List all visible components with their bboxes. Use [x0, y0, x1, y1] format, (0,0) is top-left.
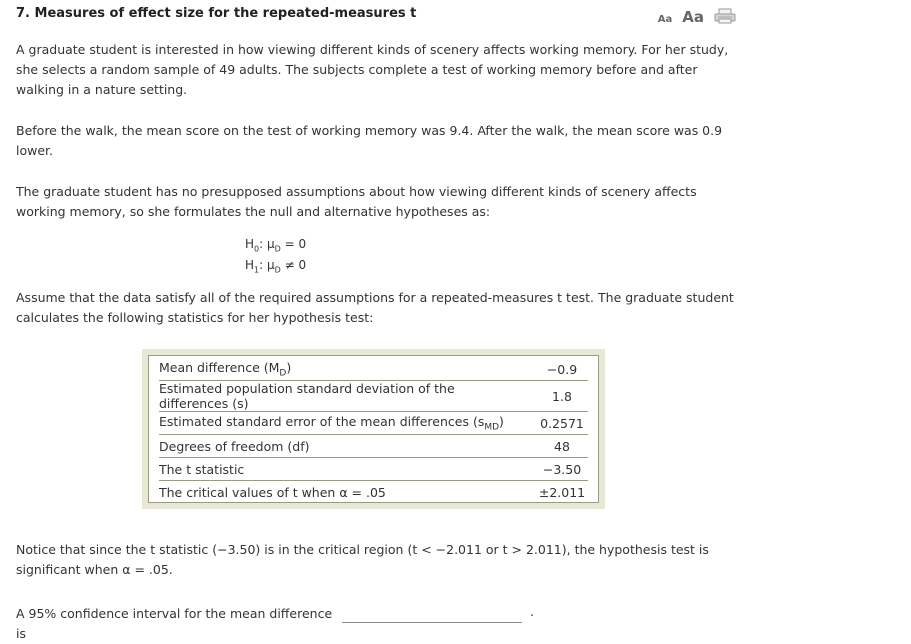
confidence-interval-prompt: A 95% confidence interval for the mean difference is [16, 606, 333, 641]
null-hypothesis: $H_0$: $\mu_D = 0$ [245, 237, 307, 254]
question-header [16, 6, 736, 26]
table-row [159, 435, 588, 458]
answer-period: . [530, 604, 534, 619]
row-label: Estimated standard error of the mean differences $(s_{MD})$ [159, 412, 526, 435]
row-value: −3.50 [526, 458, 588, 481]
statistics-table-frame [142, 349, 605, 509]
font-larger-button[interactable]: Aa [682, 8, 704, 26]
font-size-controls [658, 6, 736, 26]
assumptions-paragraph: Assume that the data satisfy all of the required assumptions for a repeated-measures t test. The graduate student calculates the following statistics for her hypothesis test: [16, 290, 734, 325]
font-smaller-button[interactable]: Aa [657, 14, 673, 25]
row-value: 48 [526, 435, 588, 458]
row-label: Mean difference $(M_D)$ [159, 358, 526, 381]
statistics-table [159, 358, 588, 503]
table-row [159, 481, 588, 504]
row-value: 0.2571 [526, 412, 588, 435]
alternative-hypothesis: $H_1$: $\mu_D \ne 0$ [245, 258, 307, 275]
question-title: 7. Measures of effect size for the repeated-measures t [16, 6, 417, 21]
table-row [159, 358, 588, 381]
confidence-interval-answer-blank[interactable] [342, 622, 522, 623]
table-row [159, 458, 588, 481]
row-label: Estimated population standard deviation of the differences (s) [159, 381, 526, 412]
row-value: −0.9 [526, 358, 588, 381]
row-value: 1.8 [526, 381, 588, 412]
row-label: Degrees of freedom (df) [159, 435, 526, 458]
row-label: The critical values of t when α = .05 [159, 484, 386, 500]
printer-icon[interactable] [714, 8, 736, 24]
intro-paragraph: A graduate student is interested in how viewing different kinds of scenery affects working memory. For her study, she selects a random sample of 49 adults. The subjects complete a test of working memory before and after walking in a nature setting. [16, 42, 729, 97]
row-value: ±2.011 [538, 484, 586, 500]
row-label: The t statistic [159, 458, 526, 481]
mean-score-paragraph: Before the walk, the mean score on the test of working memory was 9.4. After the walk, the mean score was 0.9 lower. [16, 123, 723, 158]
statistics-table-inner [148, 355, 599, 503]
significance-paragraph: Notice that since the t statistic (−3.50) is in the critical region (t < −2.011 or t > 2.011), the hypothesis test is significant when α = .05. [16, 542, 709, 577]
table-row [159, 412, 588, 435]
table-row [159, 381, 588, 412]
hypotheses-intro-paragraph: The graduate student has no presupposed assumptions about how viewing different kinds of scenery affects working memory, so she formulates the null and alternative hypotheses as: [16, 184, 697, 219]
